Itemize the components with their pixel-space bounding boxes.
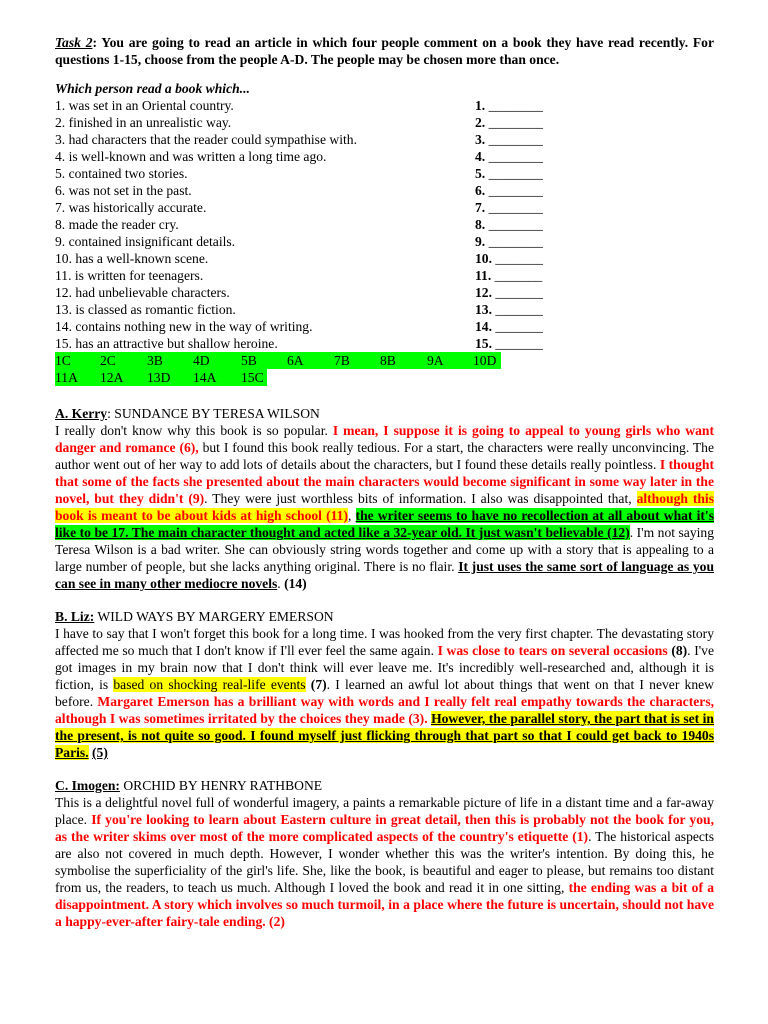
answer-key-item: 12A [100,370,124,385]
question-row [55,301,714,318]
section-person: A. Kerry [55,406,108,421]
question-text: 7. was historically accurate. [55,200,207,215]
evidence-highlight: although this book is meant to be about kids at high school (11) [55,491,714,523]
question-row [55,233,714,250]
section-a [55,405,714,592]
answer-key-item: 3B [147,353,163,368]
question-row [55,284,714,301]
question-row [55,131,714,148]
answer-key-row [55,352,501,369]
question-list [55,97,714,352]
answer-key-item: 9A [427,353,444,368]
answer-key [55,352,501,369]
question-row [55,335,714,352]
answer-blank[interactable]: 3. ________ [475,132,543,147]
question-text: 10. has a well-known scene. [55,251,209,266]
section-body: I have to say that I won't forget this book for a long time. I was hooked from the very first chapter. The devastating story affected me so much that I don't know if I'll ever feel the same again. I was close to tears on several occasions (8). I've got images in my brain now that I don't think will ever leave me. It's incredibly well-researched and, although it is fiction, is based on shocking real-life events (7). I learned an awful lot about things that went on that I never knew before. Margaret Emerson has a brilliant way with words and I really felt real empathy towards the characters, although I was sometimes irritated by the choices they made (3). However, the parallel story, the part that is set in the present, is not quite so good. I found myself just flicking through that part so that I could get back to 1940s Paris. (5) [55,626,715,760]
answer-blank[interactable]: 2. ________ [475,115,543,130]
evidence-highlight: the ending was a bit of a disappointment. A story which involves so much turmoil, in a place where the future is uncertain, should not have a happy-ever-after fairy-tale ending. (2) [55,880,714,929]
section-person: C. Imogen: [55,778,120,793]
answer-blank[interactable]: 8. ________ [475,217,543,232]
answer-blank[interactable]: 14. _______ [475,319,543,334]
answer-blank[interactable]: 9. ________ [475,234,543,249]
question-text: 15. has an attractive but shallow heroine. [55,336,278,351]
question-row [55,199,714,216]
answer-blank[interactable]: 7. ________ [475,200,543,215]
answer-blank[interactable]: 1. ________ [475,98,543,113]
question-text: 8. made the reader cry. [55,217,179,232]
section-book-title: ORCHID BY HENRY RATHBONE [119,778,323,793]
section-c [55,777,714,930]
answer-key-item: 10D [473,353,497,368]
section-heading [55,405,714,422]
section-body: This is a delightful novel full of wonderful imagery, a paints a remarkable picture of life in a distant time and a far-away place. If you're looking to learn about Eastern culture in great detail, then this is probably not the book for you, as the writer skims over most of the more complicated aspects of the country's etiquette (1). The historical aspects are also not covered in much depth. However, I wonder whether this was the writer's intention. By doing this, he symbolise the superficiality of the girl's life. She, like the book, is beautiful and eager to please, but remains too distant from us, the readers, to teach us much. Although I loved the book and read it in one sitting, the ending was a bit of a disappointment. A story which involves so much turmoil, in a place where the future is uncertain, should not have a happy-ever-after fairy-tale ending. (2) [55,795,715,929]
question-text: 3. had characters that the reader could sympathise with. [55,132,357,147]
question-text: 4. is well-known and was written a long time ago. [55,149,327,164]
answer-key-item: 14A [193,370,217,385]
answer-key-item: 7B [334,353,350,368]
answer-key-item: 11A [55,370,78,385]
question-row [55,267,714,284]
answer-blank[interactable]: 4. ________ [475,149,543,164]
task-text: : You are going to read an article in which four people comment on a book they have read recently. For questions 1-15, choose from the people A-D. The people may be chosen more than once. [55,35,714,67]
answer-key-item: 2C [100,353,116,368]
answer-key-item: 4D [193,353,210,368]
question-row [55,182,714,199]
answer-key-item: 6A [287,353,304,368]
question-text: 13. is classed as romantic fiction. [55,302,236,317]
section-book-title: : SUNDANCE BY TERESA WILSON [107,406,320,421]
question-text: 2. finished in an unrealistic way. [55,115,232,130]
evidence-highlight: based on shocking real-life events [113,677,306,692]
evidence-highlight: If you're looking to learn about Eastern culture in great detail, then this is probably not the book for you, as the writer skims over most of the more complicated aspects of the country's etiquette (1) [55,812,714,844]
answer-blank[interactable]: 15. _______ [475,336,543,351]
section-body: I really don't know why this book is so popular. I mean, I suppose it is going to appeal to young girls who want danger and romance (6), but I found this book really tedious. For a start, the characters were really unconvincing. The author went out of her way to add lots of details about the characters, but I found these details really pointless. I thought that some of the facts she presented about the main characters would become significant in some way later in the novel, but they didn't (9). They were just worthless bits of information. I also was disappointed that, although this book is meant to be about kids at high school (11), the writer seems to have no recollection at all about what it's like to be 17. The main character thought and acted like a 32-year old. It just wasn't believable (12). I'm not saying Teresa Wilson is a bad writer. She can obviously string words together and come up with a story that is appealing to a large number of people, but she lacks anything original. There is no flair. It just uses the same sort of language as you can see in many other mediocre novels. (14) [55,423,714,591]
answer-key-item: 13D [147,370,171,385]
answer-key [55,369,267,386]
evidence-highlight: I mean, I suppose it is going to appeal to young girls who want danger and romance (6), [55,423,714,455]
section-person: B. Liz: [55,609,95,624]
answer-key-row [55,369,267,386]
question-row [55,97,714,114]
evidence-highlight: Margaret Emerson has a brilliant way with words and I really felt real empathy towards the characters, although I was sometimes irritated by the choices they made (3). [55,694,715,726]
question-row [55,114,714,131]
answer-blank[interactable]: 12. _______ [475,285,543,300]
section-book-title: WILD WAYS BY MARGERY EMERSON [94,609,334,624]
question-row [55,148,714,165]
evidence-highlight: I was close to tears on several occasions [437,643,668,658]
answer-key-item: 5B [241,353,257,368]
question-heading: Which person read a book which... [55,81,250,96]
question-text: 12. had unbelievable characters. [55,285,230,300]
answer-key-item: 15C [241,370,264,385]
answer-key-item: 1C [55,353,71,368]
answer-blank[interactable]: 5. ________ [475,166,543,181]
section-b [55,608,714,761]
question-text: 5. contained two stories. [55,166,188,181]
question-row [55,250,714,267]
question-text: 1. was set in an Oriental country. [55,98,234,113]
section-heading [55,777,714,794]
question-row [55,318,714,335]
question-text: 14. contains nothing new in the way of writing. [55,319,313,334]
evidence-highlight: However, the parallel story, the part that is set in the present, is not quite so good. I found myself just flicking through that part so that I could get back to 1940s Paris. [55,711,714,760]
question-text: 11. is written for teenagers. [55,268,204,283]
answer-blank[interactable]: 6. ________ [475,183,543,198]
question-text: 9. contained insignificant details. [55,234,236,249]
evidence-highlight: I thought that some of the facts she presented about the main characters would become significant in some way later in the novel, but they didn't (9) [55,457,714,506]
section-heading [55,608,714,625]
question-row [55,216,714,233]
question-row [55,165,714,182]
answer-blank[interactable]: 11. _______ [475,268,543,283]
question-text: 6. was not set in the past. [55,183,192,198]
answer-key-item: 8B [380,353,396,368]
answer-blank[interactable]: 10. _______ [475,251,543,266]
evidence-highlight: the writer seems to have no recollection at all about what it's like to be 17. The main character thought and acted like a 32-year old. It just wasn't believable (12) [55,508,714,540]
answer-blank[interactable]: 13. _______ [475,302,543,317]
evidence-highlight: It just uses the same sort of language as you can see in many other mediocre novels [55,559,714,591]
task-instructions [55,34,714,68]
task-label: Task 2 [55,35,93,50]
